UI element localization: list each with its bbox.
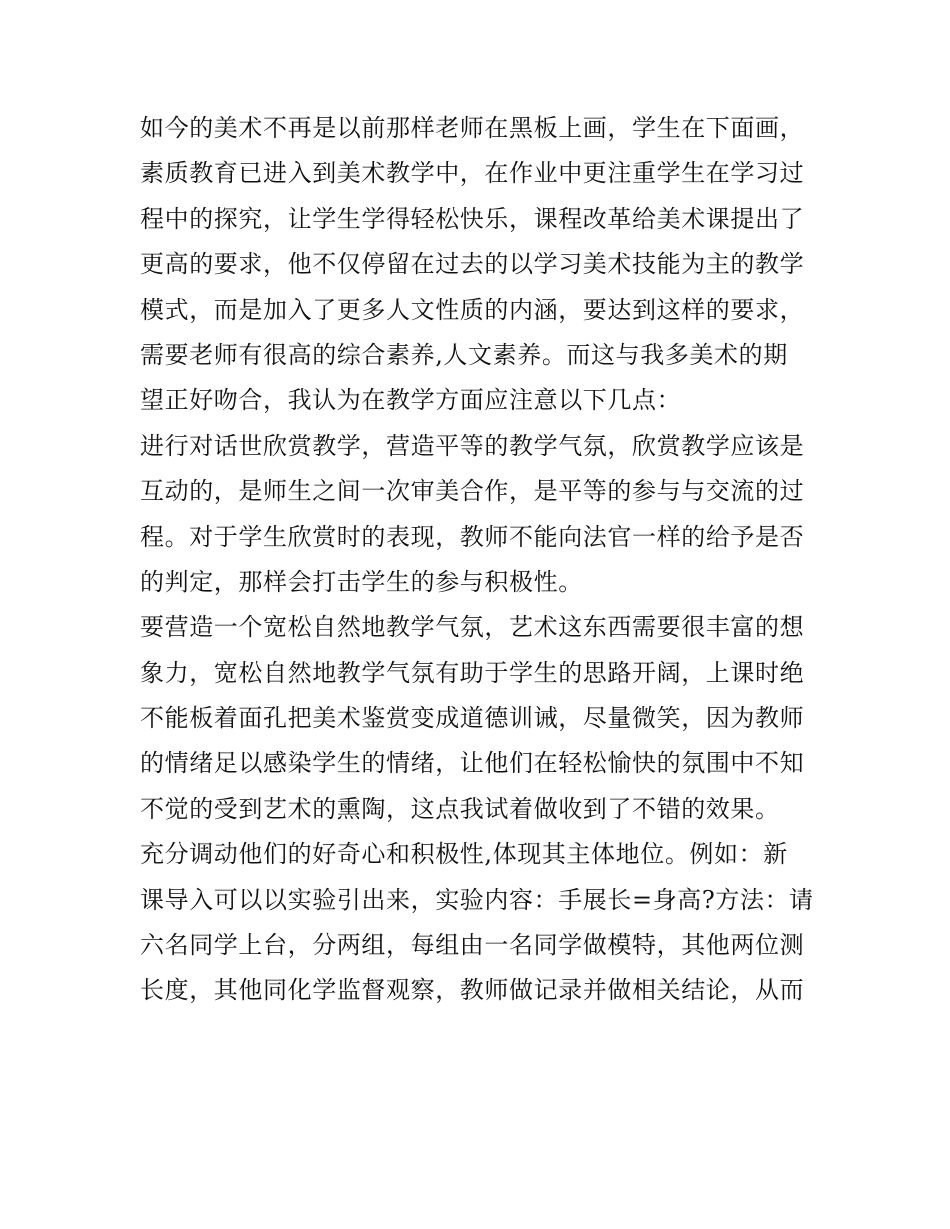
text-line: 充分调动他们的好奇心和积极性,体现其主体地位。例如：新: [140, 840, 788, 869]
text-line: 望正好吻合，我认为在教学方面应注意以下几点：: [140, 386, 682, 415]
text-line: 如今的美术不再是以前那样老师在黑板上画，学生在下面画，: [140, 114, 805, 142]
text-line: 要营造一个宽松自然地教学气氛，艺术这东西需要很丰富的想: [140, 613, 805, 642]
text-line: 程中的探究，让学生学得轻松快乐，课程改革给美术课提出了: [140, 204, 805, 233]
text-line: 互动的，是师生之间一次审美合作，是平等的参与与交流的过: [140, 477, 805, 506]
document-body: [140, 106, 812, 1014]
text-line: 需要老师有很高的综合素养,人文素养。而这与我多美术的期: [140, 340, 788, 369]
text-line: 更高的要求，他不仅停留在过去的以学习美术技能为主的教学: [140, 250, 805, 279]
text-line: 进行对话世欣赏教学，营造平等的教学气氛，欣赏教学应该是: [140, 431, 805, 460]
text-line: 的情绪足以感染学生的情绪，让他们在轻松愉快的氛围中不知: [140, 749, 805, 778]
text-line: 课导入可以以实验引出来，实验内容：手展长=身高?方法：请: [140, 885, 814, 914]
text-line: 不能板着面孔把美术鉴赏变成道德训诫，尽量微笑，因为教师: [140, 704, 805, 733]
text-line: 象力，宽松自然地教学气氛有助于学生的思路开阔，上课时绝: [140, 658, 805, 687]
text-line: 长度，其他同化学监督观察，教师做记录并做相关结论，从而: [140, 976, 805, 1005]
text-line: 不觉的受到艺术的熏陶，这点我试着做收到了不错的效果。: [140, 794, 780, 823]
text-line: 模式，而是加入了更多人文性质的内涵，要达到这样的要求，: [140, 295, 805, 324]
text-line: 的判定，那样会打击学生的参与积极性。: [140, 567, 583, 596]
text-line: 程。对于学生欣赏时的表现，教师不能向法官一样的给予是否: [140, 522, 805, 551]
text-line: 六名同学上台，分两组，每组由一名同学做模特，其他两位测: [140, 931, 805, 960]
text-line: 素质教育已进入到美术教学中，在作业中更注重学生在学习过: [140, 159, 805, 188]
